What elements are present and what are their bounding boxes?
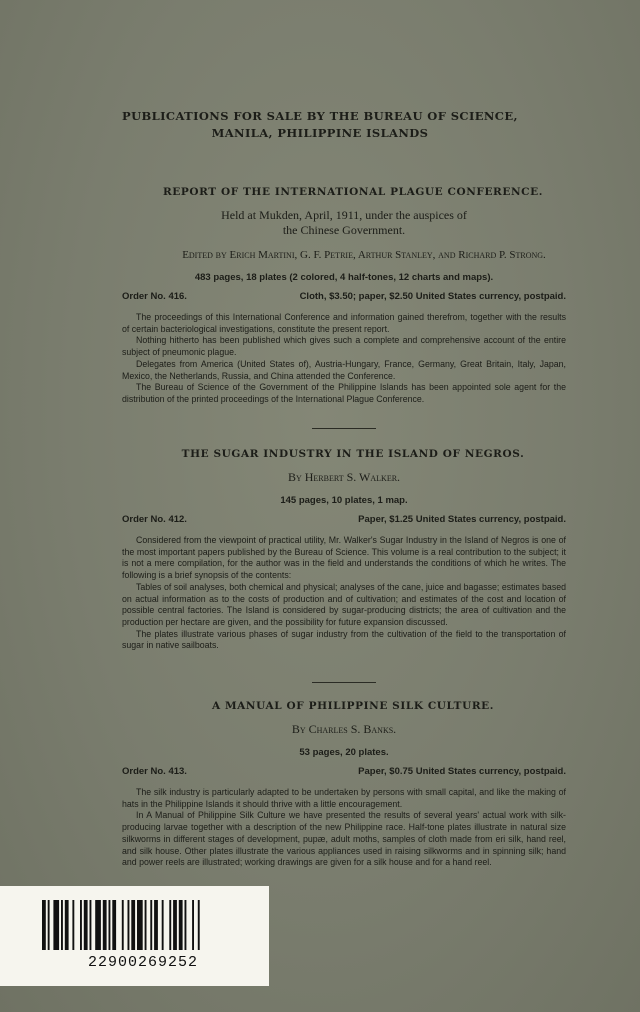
- paragraph: Considered from the viewpoint of practical utility, Mr. Walker's Sugar Industry in the Island of Negros is one of the most important papers published by the Bureau of Science. This volume is a real contribution to the subject; it is not a mere compilation, for the author was in the field and understands the conditions of which he writes. The following is a brief synopsis of the contents:: [122, 535, 566, 581]
- barcode-bar: [80, 900, 82, 950]
- paragraph: The silk industry is particularly adapted to be undertaken by persons with small capital, and like the making of hats in the Philippine Islands it should thrive with a little encouragement.: [122, 787, 566, 809]
- paragraph: The proceedings of this International Conference and information gained therefrom, together with the results of certain bacteriological investigations, constitute the present report.: [122, 312, 566, 334]
- section-title: THE SUGAR INDUSTRY IN THE ISLAND OF NEGROS.: [181, 448, 525, 460]
- price: Cloth, $3.50; paper, $2.50 United States currency, postpaid.: [299, 291, 566, 302]
- order-number: Order No. 413.: [122, 766, 187, 777]
- barcode-bar: [150, 900, 152, 950]
- barcode-bar: [65, 900, 69, 950]
- barcode-bar: [122, 900, 124, 950]
- barcode-bar: [198, 900, 200, 950]
- sugar-industry-listing: [122, 448, 566, 652]
- description: [122, 312, 566, 406]
- barcode-bar: [185, 900, 187, 950]
- publications-header: [0, 108, 640, 142]
- barcode-bar: [48, 900, 50, 950]
- order-line: [122, 766, 566, 777]
- order-number: Order No. 412.: [122, 514, 187, 525]
- paragraph: Nothing hitherto has been published which gives such a complete and comprehensive account of the entire subject of pneumonic plague.: [122, 335, 566, 358]
- barcode-bar: [61, 900, 63, 950]
- barcode-bar: [154, 900, 158, 950]
- author-line: By Charles S. Banks.: [291, 722, 397, 736]
- barcode-bar: [145, 900, 147, 950]
- price: Paper, $0.75 United States currency, postpaid.: [358, 766, 566, 777]
- section-divider: [312, 682, 376, 683]
- description: [122, 535, 566, 652]
- section-title: REPORT OF THE INTERNATIONAL PLAGUE CONFERENCE.: [162, 186, 544, 198]
- barcode-bar: [53, 900, 59, 950]
- barcode-bar: [192, 900, 194, 950]
- section-title: A MANUAL OF PHILIPPINE SILK CULTURE.: [211, 700, 495, 712]
- paragraph: The plates illustrate various phases of sugar industry from the cultivation of the field to the transportation of sugar in native sailboats.: [122, 628, 566, 651]
- barcode-bar: [131, 900, 135, 950]
- paragraph: The Bureau of Science of the Government of the Philippine Islands has been appointed sole agent for the distribution of the printed proceedings of the International Plague Conference.: [122, 382, 566, 404]
- barcode-bar: [137, 900, 143, 950]
- barcode-bar: [84, 900, 88, 950]
- barcode-number: 22900269252: [88, 954, 199, 971]
- silk-culture-listing: [122, 700, 566, 869]
- barcode-label: [0, 886, 269, 986]
- order-line: [122, 514, 566, 525]
- barcode-bar: [103, 900, 107, 950]
- order-line: [122, 291, 566, 302]
- editors-line: Edited by Erich Martini, G. F. Petrie, Arthur Stanley, and Richard P. Strong.: [182, 249, 546, 261]
- barcode-bar: [162, 900, 164, 950]
- author-line: By Herbert S. Walker.: [287, 470, 401, 484]
- page-count: 483 pages, 18 plates (2 colored, 4 half-tones, 12 charts and maps).: [194, 272, 494, 283]
- barcode-bar: [42, 900, 46, 950]
- barcode-bar: [72, 900, 74, 950]
- paragraph: Tables of soil analyses, both chemical and physical; analyses of the cane, juice and bagasse; estimates based on actual information as to the costs of production and of cultivation; and estimates of the cost and location of possible central factories. The Island is considered by sugar-producing districts; the area of cultivation and the production per hectare are given, and the possibility for future expansion discussed.: [122, 581, 566, 627]
- header-line-2: MANILA, PHILIPPINE ISLANDS: [211, 126, 429, 140]
- page-count: 53 pages, 20 plates.: [299, 747, 389, 758]
- barcode-bar: [173, 900, 177, 950]
- barcode-image: [42, 900, 252, 950]
- barcode-bar: [128, 900, 130, 950]
- order-number: Order No. 416.: [122, 291, 187, 302]
- page-count: 145 pages, 10 plates, 1 map.: [280, 495, 408, 506]
- description: [122, 787, 566, 869]
- held-line-2: the Chinese Government.: [282, 223, 406, 237]
- price: Paper, $1.25 United States currency, postpaid.: [358, 514, 566, 525]
- paragraph: In A Manual of Philippine Silk Culture we have presented the results of several years' actual work with silk-producing larvae together with a description of the new Philippine race. Half-tone plates illustrate in natural size silkworms in different stages of development, pupæ, adult moths, samples of cloth made from eri silk, hand reel, and silk house. Other plates illustrate the various appliances used in raising silkworms and in spinning silk; hand and power reels are illustrated; working drawings are given for a silk house and for a hand reel.: [122, 810, 566, 868]
- barcode-bar: [109, 900, 111, 950]
- section-divider: [312, 428, 376, 429]
- barcode-bar: [112, 900, 116, 950]
- held-line-1: Held at Mukden, April, 1911, under the auspices of: [221, 208, 467, 222]
- barcode-bar: [95, 900, 101, 950]
- barcode-bar: [169, 900, 171, 950]
- barcode-bar: [179, 900, 183, 950]
- barcode-bar: [90, 900, 92, 950]
- paragraph: Delegates from America (United States of), Austria-Hungary, France, Germany, Great Britain, Italy, Japan, Mexico, the Netherlands, Russia, and China attended the Conference.: [122, 358, 566, 381]
- header-line-1: PUBLICATIONS FOR SALE BY THE BUREAU OF SCIENCE,: [122, 109, 518, 123]
- plague-conference-listing: [122, 186, 566, 406]
